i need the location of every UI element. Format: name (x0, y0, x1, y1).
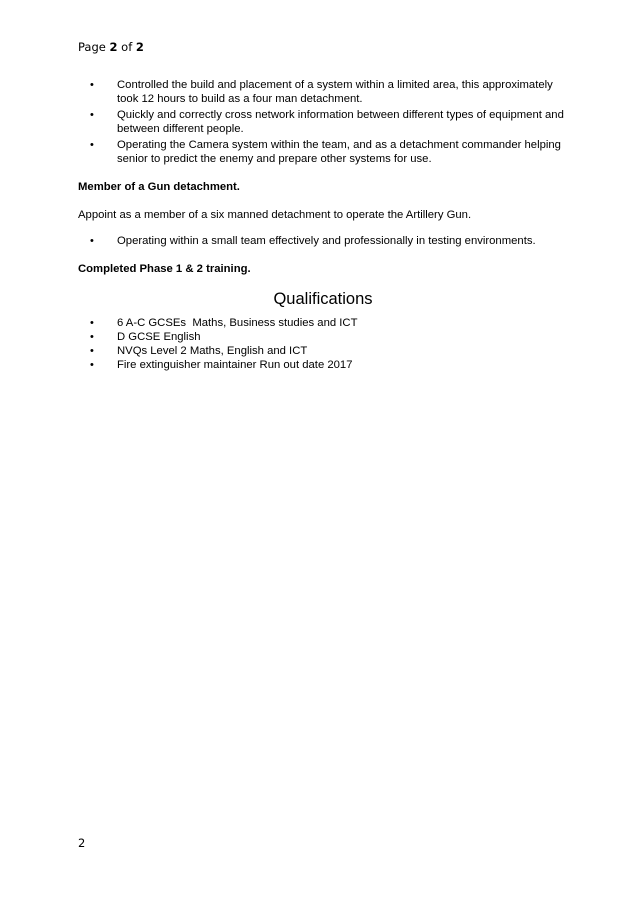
document-body (78, 78, 568, 372)
list-item (78, 108, 568, 136)
gun-detachment-heading: Member of a Gun detachment. (78, 181, 240, 193)
bullet-icon: • (90, 331, 94, 343)
training-heading: Completed Phase 1 & 2 training. (78, 263, 251, 275)
list-item-text: Fire extinguisher maintainer Run out date 2017 (117, 359, 353, 371)
list-item (78, 234, 568, 248)
list-item-text: NVQs Level 2 Maths, English and ICT (117, 345, 308, 357)
list-item-text: Operating within a small team effectively and professionally in testing environments. (117, 235, 536, 247)
bullet-icon: • (90, 345, 94, 357)
list-item (78, 78, 568, 106)
bullet-icon: • (90, 359, 94, 371)
header-page-word: Page (78, 40, 106, 54)
list-item (78, 344, 568, 358)
page-footer-number: 2 (78, 836, 86, 850)
list-item-text: Quickly and correctly cross network information between different types of equipment and between different people. (117, 109, 564, 135)
header-current-page: 2 (109, 40, 118, 54)
bullet-icon: • (90, 109, 94, 121)
duties-list (78, 78, 568, 166)
bullet-icon: • (90, 235, 94, 247)
list-item-text: D GCSE English (117, 331, 201, 343)
header-of-word: of (121, 40, 133, 54)
list-item (78, 316, 568, 330)
header-total-pages: 2 (135, 40, 144, 54)
list-item (78, 138, 568, 166)
gun-detachment-paragraph: Appoint as a member of a six manned detachment to operate the Artillery Gun. (78, 209, 472, 221)
bullet-icon: • (90, 317, 94, 329)
bullet-icon: • (90, 79, 94, 91)
bullet-icon: • (90, 139, 94, 151)
list-item-text: Controlled the build and placement of a system within a limited area, this approximately took 12 hours to build as a four man detachment. (117, 79, 553, 105)
list-item (78, 358, 568, 372)
list-item (78, 330, 568, 344)
qualifications-title: Qualifications (273, 290, 373, 308)
list-item-text: Operating the Camera system within the team, and as a detachment commander helping senior to predict the enemy and prepare other systems for use. (117, 139, 561, 165)
qualifications-list (78, 316, 568, 372)
list-item-text: 6 A-C GCSEs Maths, Business studies and ICT (117, 317, 358, 329)
page-header (78, 40, 144, 54)
gun-detachment-list (78, 234, 568, 248)
